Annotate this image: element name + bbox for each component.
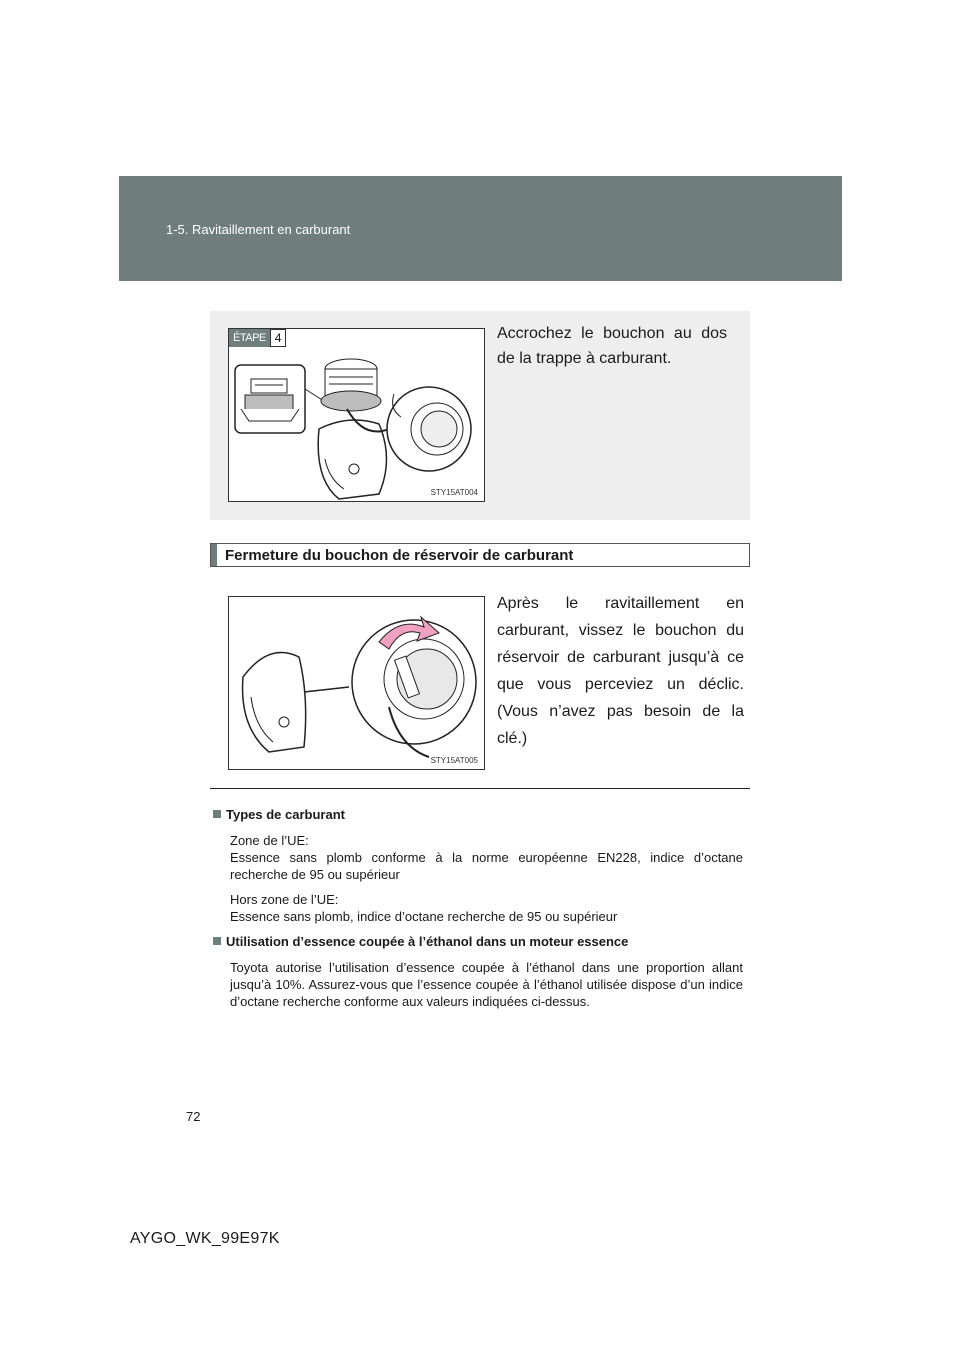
step-4-instruction: Accrochez le bouchon au dos de la trappe à carburant. [497, 325, 727, 367]
fuel-cap-drawing [229, 329, 485, 502]
step-badge [229, 329, 286, 347]
step-badge-label: ÉTAPE [229, 329, 270, 347]
section-heading [210, 543, 750, 567]
section-title: Fermeture du bouchon de réservoir de carburant [225, 547, 574, 564]
note-title [213, 806, 743, 823]
closing-instruction: Après le ravitaillement en carburant, vissez le bouchon du réservoir de carburant jusqu’à ce que vous perceviez un déclic. (Vous n’avez pas besoin de la clé.) [497, 595, 744, 747]
notes-section [213, 806, 743, 1018]
cap-tighten-drawing [229, 597, 485, 770]
note-paragraph: Hors zone de l’UE: Essence sans plomb, indice d’octane recherche de 95 ou supérieur [230, 892, 618, 924]
document-id: AYGO_WK_99E97K [130, 1230, 280, 1247]
square-bullet-icon [213, 937, 221, 945]
image-code: STY15AT004 [430, 488, 478, 497]
note-paragraph: Zone de l’UE: Essence sans plomb conforme à la norme européenne EN228, indice d’octane recherche de 95 ou supérieur [230, 833, 743, 882]
cap-hook-illustration [228, 328, 485, 502]
header-band [119, 176, 842, 281]
section-breadcrumb: 1-5. Ravitaillement en carburant [166, 222, 351, 237]
divider [210, 788, 750, 789]
page-number: 72 [186, 1109, 201, 1124]
cap-closing-illustration [228, 596, 485, 770]
step-4-box [210, 311, 750, 520]
note-title [213, 933, 743, 950]
note-title-text: Types de carburant [226, 807, 345, 822]
step-badge-number: 4 [270, 329, 287, 347]
image-code: STY15AT005 [430, 756, 478, 765]
note-title-text: Utilisation d’essence coupée à l’éthanol dans un moteur essence [226, 934, 629, 949]
note-paragraph: Toyota autorise l’utilisation d’essence coupée à l’éthanol dans une proportion allant jusqu’à 10%. Assurez-vous que l’essence coupée à l’éthanol utilisée dispose d’un indice d’octane recherche conforme aux valeurs indiquées ci-dessus. [230, 960, 743, 1009]
section-accent [211, 544, 217, 566]
square-bullet-icon [213, 810, 221, 818]
